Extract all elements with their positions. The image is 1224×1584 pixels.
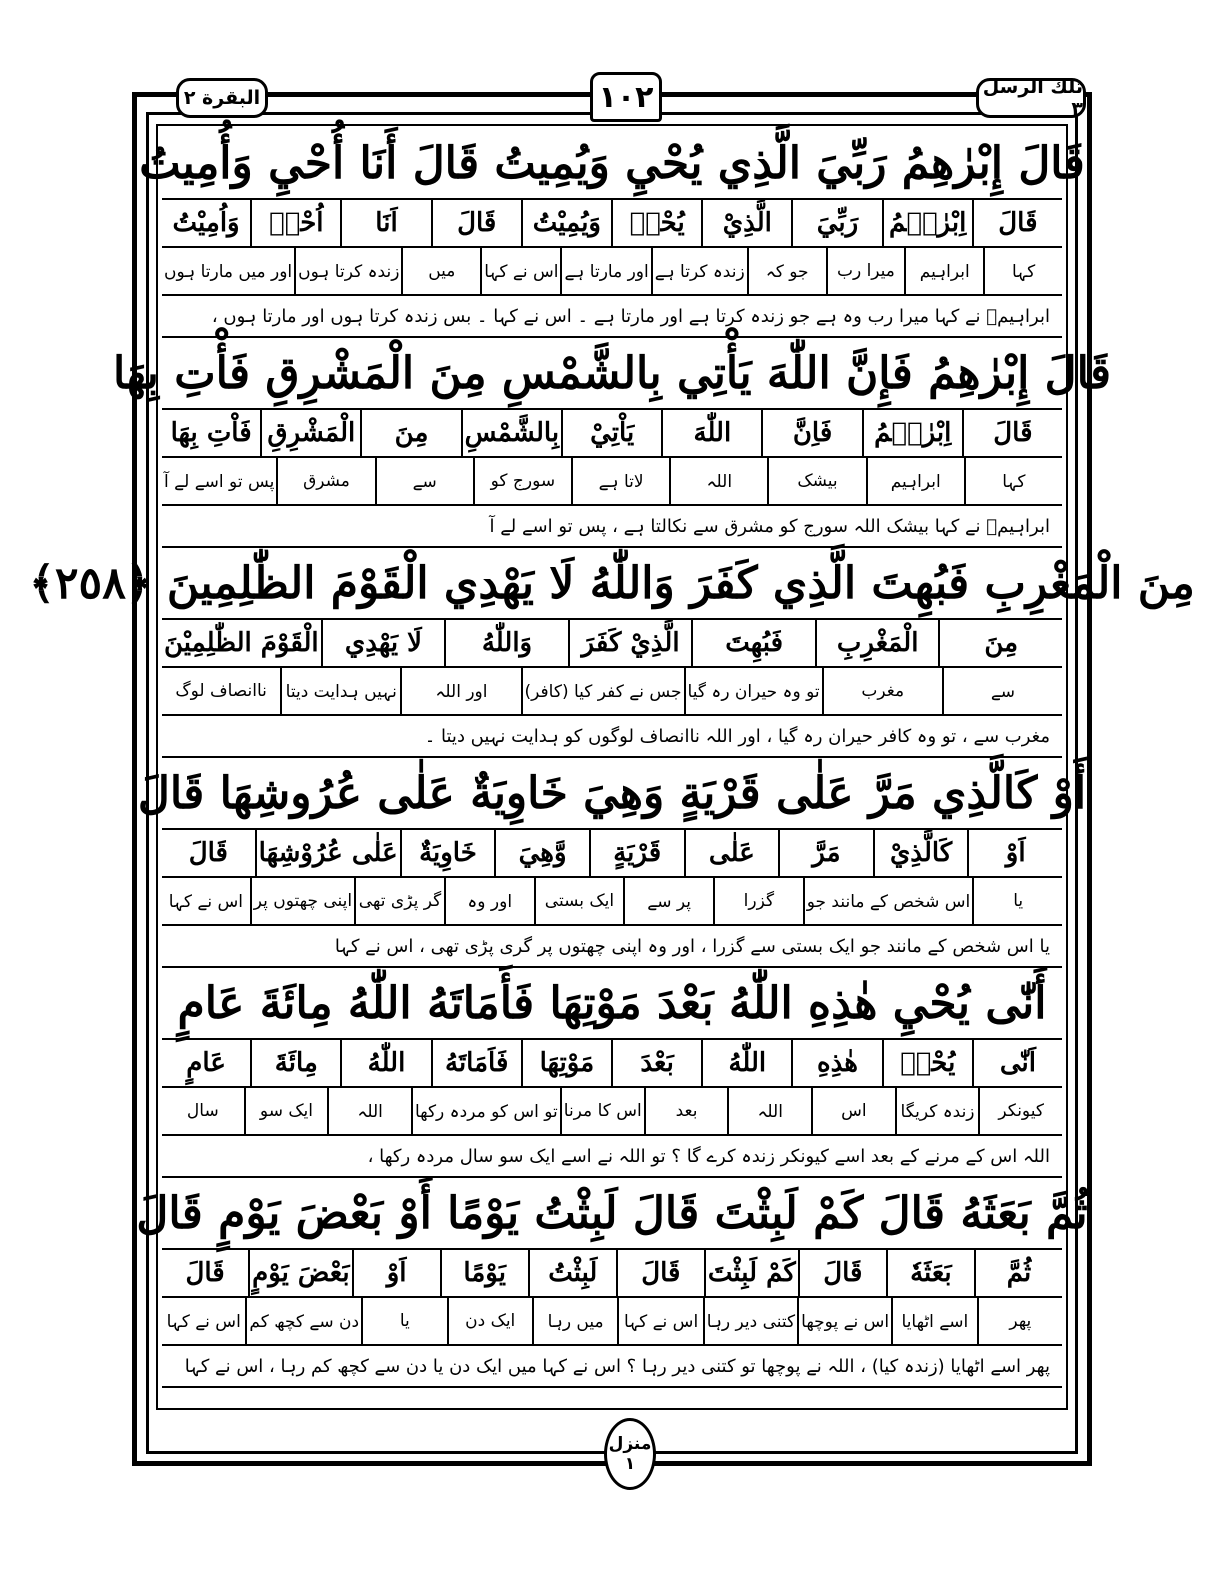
arabic-word-cell: فَاْتِ بِهَا xyxy=(170,418,252,448)
arabic-word-cell: بِالشَّمْسِ xyxy=(461,410,561,456)
urdu-meaning-cell: کہا xyxy=(983,248,1062,294)
urdu-meaning-cell: اور وہ xyxy=(444,878,534,924)
arabic-word-cell: عَامٍ xyxy=(186,1048,226,1078)
urdu-meaning-cell: میں رہا xyxy=(532,1298,617,1344)
arabic-word-cell: فَبُهِتَ xyxy=(691,620,815,666)
urdu-meaning-cell: اس نے کہا xyxy=(166,1311,241,1332)
arabic-word-cell: اِبْرٰهٖمُ xyxy=(862,410,962,456)
urdu-meaning-cell: اس xyxy=(811,1088,895,1134)
urdu-meaning-cell: اللہ xyxy=(669,458,767,504)
arabic-word-cell: اَنَا xyxy=(340,200,430,246)
urdu-meaning-cell: اللہ xyxy=(727,1088,811,1134)
urdu-translation-line: اللہ اس کے مرنے کے بعد اسے کیونکر زندہ کرے گا ؟ تو اللہ نے اسے ایک سو سال مردہ رکھا ، xyxy=(162,1136,1062,1178)
arabic-word-cell: رَبِّيَ xyxy=(791,200,881,246)
arabic-word-cell: وَاُمِيْتُ xyxy=(172,208,240,238)
arabic-word-cell: بَعْضَ يَوْمٍ xyxy=(248,1250,351,1296)
verse-block xyxy=(137,758,1087,968)
urdu-translation-line: یا اس شخص کے مانند جو ایک بستی سے گزرا ، اور وہ اپنی چھتوں پر گری پڑی تھی ، اس نے کہا xyxy=(162,926,1062,968)
urdu-meaning-cell: یا xyxy=(361,1298,446,1344)
arabic-word-cell: قَالَ xyxy=(188,838,228,868)
word-by-word-meaning-row xyxy=(162,1298,1062,1346)
urdu-meaning-cell: ایک بستی xyxy=(534,878,624,924)
arabic-word-cell: الْقَوْمَ الظّٰلِمِيْنَ xyxy=(163,628,319,658)
arabic-word-cell: يُحْيٖ xyxy=(611,200,701,246)
urdu-meaning-cell: اس نے کہا xyxy=(168,891,243,912)
arabic-word-cell: قَالَ xyxy=(798,1250,886,1296)
arabic-word-cell: يَاْتِيْ xyxy=(561,410,661,456)
arabic-word-cell: وَاللّٰهُ xyxy=(444,620,568,666)
urdu-translation-line: ابراہیمؑ نے کہا میرا رب وہ ہے جو زندہ کرتا ہے اور مارتا ہے ۔ اس نے کہا ۔ بس زندہ کرتا ہوں اور مارتا ہوں ، xyxy=(162,296,1062,338)
arabic-word-cell: الَّذِيْ كَفَرَ xyxy=(568,620,692,666)
urdu-meaning-cell: پر سے xyxy=(623,878,713,924)
urdu-meaning-cell: یا xyxy=(972,878,1062,924)
arabic-word-cell: لَبِثْتُ xyxy=(528,1250,616,1296)
urdu-meaning-cell: سے xyxy=(375,458,473,504)
arabic-word-cell: فَاَمَاتَهُ xyxy=(431,1040,521,1086)
urdu-meaning-cell: تو اس کو مردہ رکھا xyxy=(411,1088,560,1134)
manzil-badge xyxy=(604,1418,656,1490)
urdu-meaning-cell: زندہ کریگا xyxy=(895,1088,979,1134)
arabic-word-cell: الْمَغْرِبِ xyxy=(815,620,939,666)
arabic-word-cell: ثُمَّ xyxy=(974,1250,1062,1296)
verse-block xyxy=(136,1178,1088,1388)
urdu-meaning-cell: گر پڑی تھی xyxy=(354,878,444,924)
arabic-word-cell: فَاِنَّ xyxy=(761,410,861,456)
surah-name-label: البقرة ٢ xyxy=(176,78,268,118)
arabic-verse-line: ثُمَّ بَعَثَهُ قَالَ كَمْ لَبِثْتَ قَالَ لَبِثْتُ يَوْمًا أَوْ بَعْضَ يَوْمٍ قَالَ xyxy=(162,1178,1062,1250)
word-by-word-meaning-row xyxy=(162,1088,1062,1136)
urdu-meaning-cell: بعد xyxy=(644,1088,728,1134)
urdu-meaning-cell: بیشک xyxy=(767,458,865,504)
urdu-meaning-cell: ابراہیم xyxy=(904,248,983,294)
verse-block xyxy=(112,338,1112,548)
word-by-word-arabic-row xyxy=(162,830,1062,878)
arabic-word-cell: يَوْمًا xyxy=(440,1250,528,1296)
urdu-meaning-cell: ایک دن xyxy=(447,1298,532,1344)
urdu-meaning-cell: اللہ xyxy=(327,1088,411,1134)
arabic-word-cell: عَلٰى عُرُوْشِهَا xyxy=(255,830,400,876)
urdu-meaning-cell: پھر xyxy=(977,1298,1062,1344)
arabic-verse-line: أَوْ كَالَّذِي مَرَّ عَلٰى قَرْيَةٍ وَهِيَ خَاوِيَةٌ عَلٰى عُرُوشِهَا قَالَ xyxy=(162,758,1062,830)
arabic-word-cell: بَعَثَهٗ xyxy=(886,1250,974,1296)
arabic-word-cell: كَمْ لَبِثْتَ xyxy=(704,1250,798,1296)
urdu-meaning-cell: سورج کو xyxy=(473,458,571,504)
arabic-word-cell: قَالَ xyxy=(962,410,1062,456)
urdu-meaning-cell: میرا رب xyxy=(826,248,905,294)
urdu-meaning-cell: زندہ کرتا ہے xyxy=(651,248,747,294)
arabic-word-cell: خَاوِيَةٌ xyxy=(400,830,495,876)
arabic-word-cell: مَوْتِهَا xyxy=(521,1040,611,1086)
urdu-translation-line: مغرب سے ، تو وہ کافر حیران رہ گیا ، اور اللہ ناانصاف لوگوں کو ہدایت نہیں دیتا ۔ xyxy=(162,716,1062,758)
urdu-meaning-cell: اور مارتا ہے xyxy=(560,248,650,294)
manzil-number: ١ xyxy=(624,1454,636,1474)
urdu-meaning-cell: اور اللہ xyxy=(400,668,520,714)
arabic-word-cell: وَّهِيَ xyxy=(494,830,589,876)
arabic-word-cell: اللّٰهُ xyxy=(701,1040,791,1086)
arabic-word-cell: الَّذِيْ xyxy=(701,200,791,246)
arabic-word-cell: اللّٰهُ xyxy=(340,1040,430,1086)
page-number: ١٠٢ xyxy=(590,72,662,122)
urdu-meaning-cell: سے xyxy=(942,668,1062,714)
word-by-word-arabic-row xyxy=(162,410,1062,458)
urdu-meaning-cell: ایک سو xyxy=(244,1088,328,1134)
page-content xyxy=(29,128,1195,1388)
arabic-verse-line: قَالَ إِبْرٰهِمُ فَإِنَّ اللّٰهَ يَأْتِي بِالشَّمْسِ مِنَ الْمَشْرِقِ فَأْتِ بِهَا xyxy=(162,338,1062,410)
arabic-word-cell: بَعْدَ xyxy=(611,1040,701,1086)
word-by-word-meaning-row xyxy=(162,668,1062,716)
word-by-word-meaning-row xyxy=(162,878,1062,926)
urdu-meaning-cell: نہیں ہدایت دیتا xyxy=(280,668,400,714)
arabic-verse-line: قَالَ إِبْرٰهِمُ رَبِّيَ الَّذِي يُحْيِ وَيُمِيتُ قَالَ أَنَا أُحْيِ وَأُمِيتُ xyxy=(162,128,1062,200)
urdu-meaning-cell: تو وہ حیران رہ گیا xyxy=(684,668,822,714)
urdu-meaning-cell: اس شخص کے مانند جو xyxy=(803,878,973,924)
urdu-meaning-cell: اسے اٹھایا xyxy=(891,1298,976,1344)
urdu-meaning-cell: ابراہیم xyxy=(866,458,964,504)
arabic-word-cell: وَيُمِيْتُ xyxy=(521,200,611,246)
arabic-word-cell: الْمَشْرِقِ xyxy=(260,410,360,456)
urdu-meaning-cell: اور میں مارتا ہوں xyxy=(163,261,293,282)
urdu-meaning-cell: اس نے پوچھا xyxy=(797,1298,891,1344)
arabic-word-cell: عَلٰى xyxy=(684,830,779,876)
word-by-word-meaning-row xyxy=(162,248,1062,296)
word-by-word-meaning-row xyxy=(162,458,1062,506)
arabic-word-cell: قَالَ xyxy=(616,1250,704,1296)
arabic-word-cell: قَالَ xyxy=(185,1258,225,1288)
arabic-word-cell: اُحْيٖ xyxy=(250,200,340,246)
word-by-word-arabic-row xyxy=(162,200,1062,248)
arabic-word-cell: اَنّٰى xyxy=(972,1040,1062,1086)
arabic-word-cell: مِائَةَ xyxy=(250,1040,340,1086)
arabic-word-cell: مِنَ xyxy=(360,410,460,456)
para-name-label: تلك الرسل ٣ xyxy=(976,78,1086,118)
arabic-word-cell: قَالَ xyxy=(431,200,521,246)
verse-block xyxy=(29,548,1195,758)
urdu-meaning-cell: میں xyxy=(401,248,480,294)
urdu-meaning-cell: جو کہ xyxy=(747,248,826,294)
arabic-word-cell: لَا يَهْدِي xyxy=(321,620,445,666)
urdu-meaning-cell: لاتا ہے xyxy=(571,458,669,504)
urdu-meaning-cell: ناانصاف لوگ xyxy=(175,681,267,701)
urdu-meaning-cell: اپنی چھتوں پر xyxy=(250,878,354,924)
arabic-word-cell: قَرْيَةٍ xyxy=(589,830,684,876)
urdu-meaning-cell: اس نے کہا xyxy=(617,1298,702,1344)
verse-block xyxy=(162,968,1062,1178)
arabic-word-cell: مَرَّ xyxy=(778,830,873,876)
word-by-word-arabic-row xyxy=(162,1040,1062,1088)
arabic-word-cell: اللّٰهَ xyxy=(661,410,761,456)
arabic-verse-line: مِنَ الْمَغْرِبِ فَبُهِتَ الَّذِي كَفَرَ وَاللّٰهُ لَا يَهْدِي الْقَوْمَ الظّٰلِمِينَ ﴿٢٥٨﴾ xyxy=(162,548,1062,620)
urdu-meaning-cell: اس نے کہا xyxy=(480,248,560,294)
urdu-translation-line: پھر اسے اٹھایا (زندہ کیا) ، اللہ نے پوچھا تو کتنی دیر رہا ؟ اس نے کہا میں ایک دن یا دن سے کچھ کم رہا ، اس نے کہا xyxy=(162,1346,1062,1388)
arabic-word-cell: يُحْيٖ xyxy=(882,1040,972,1086)
urdu-meaning-cell: جس نے کفر کیا (کافر) xyxy=(521,668,684,714)
verse-block xyxy=(139,128,1085,338)
urdu-meaning-cell: پس تو اسے لے آ xyxy=(164,471,275,492)
arabic-word-cell: مِنَ xyxy=(938,620,1062,666)
urdu-translation-line: ابراہیمؑ نے کہا بیشک اللہ سورج کو مشرق سے نکالتا ہے ، پس تو اسے لے آ xyxy=(162,506,1062,548)
arabic-word-cell: اَوْ xyxy=(967,830,1062,876)
urdu-meaning-cell: زندہ کرتا ہوں xyxy=(294,248,401,294)
urdu-meaning-cell: کیونکر xyxy=(978,1088,1062,1134)
arabic-word-cell: كَالَّذِيْ xyxy=(873,830,968,876)
urdu-meaning-cell: دن سے کچھ کم xyxy=(245,1298,361,1344)
urdu-meaning-cell: گزرا xyxy=(713,878,803,924)
word-by-word-arabic-row xyxy=(162,1250,1062,1298)
urdu-meaning-cell: کہا xyxy=(964,458,1062,504)
urdu-meaning-cell: سال xyxy=(186,1101,219,1121)
arabic-verse-line: أَنّٰى يُحْيِ هٰذِهِ اللّٰهُ بَعْدَ مَوْتِهَا فَأَمَاتَهُ اللّٰهُ مِائَةَ عَامٍ xyxy=(162,968,1062,1040)
urdu-meaning-cell: مغرب xyxy=(822,668,942,714)
urdu-meaning-cell: مشرق xyxy=(276,458,374,504)
word-by-word-arabic-row xyxy=(162,620,1062,668)
manzil-label: منزل xyxy=(608,1433,652,1454)
arabic-word-cell: هٰذِهِ xyxy=(791,1040,881,1086)
arabic-word-cell: اَوْ xyxy=(352,1250,440,1296)
arabic-word-cell: اِبْرٰهٖمُ xyxy=(882,200,972,246)
arabic-word-cell: قَالَ xyxy=(972,200,1062,246)
urdu-meaning-cell: کتنی دیر رہا xyxy=(703,1298,797,1344)
urdu-meaning-cell: اس کا مرنا xyxy=(560,1088,644,1134)
